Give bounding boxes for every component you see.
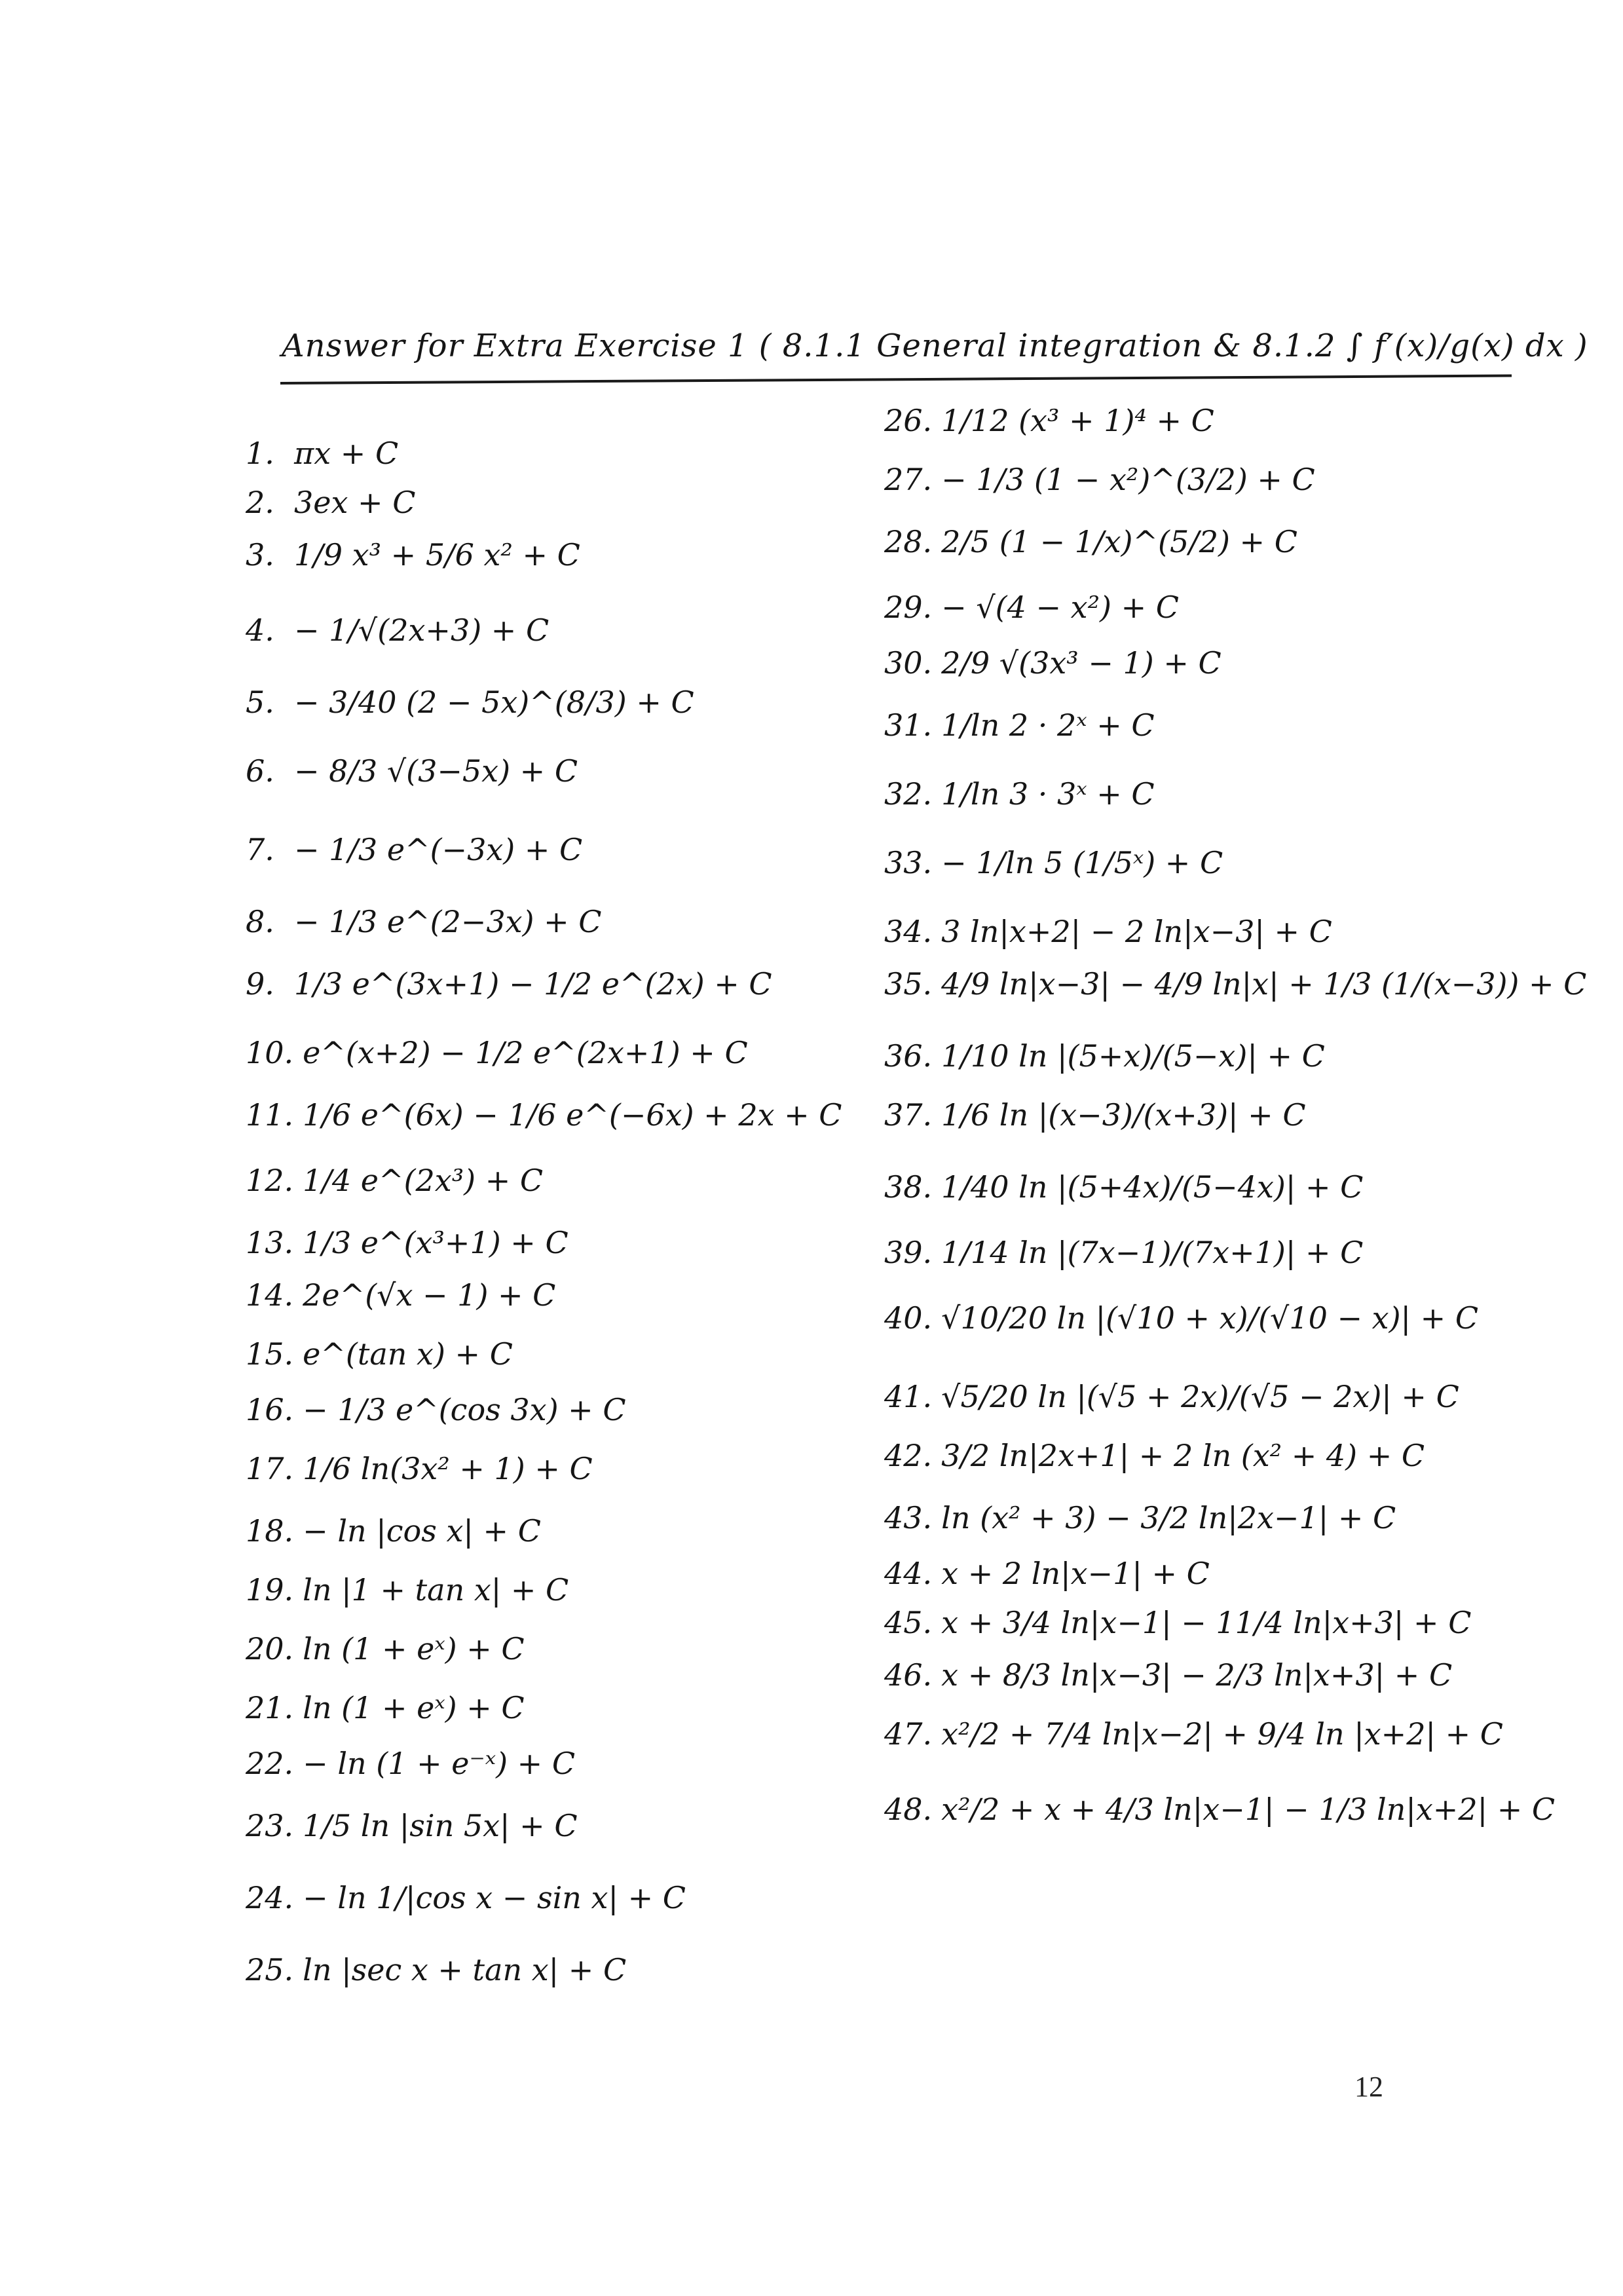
answer-expression: e^(x+2) − 1/2 e^(2x+1) + C	[303, 1035, 748, 1070]
answer-expression: ln |sec x + tan x| + C	[303, 1952, 627, 1987]
answer-number: 47.	[884, 1716, 933, 1752]
answer-7	[246, 832, 582, 868]
answer-32	[884, 776, 1155, 812]
answer-expression: 3/2 ln|2x+1| + 2 ln (x² + 4) + C	[941, 1438, 1425, 1473]
answer-2	[246, 485, 415, 521]
answer-11	[246, 1097, 842, 1133]
answer-18	[246, 1513, 541, 1549]
answer-number: 5.	[246, 685, 274, 720]
answer-number: 36.	[884, 1038, 933, 1074]
answer-27	[884, 462, 1315, 498]
answer-20	[246, 1631, 525, 1667]
answer-number: 44.	[884, 1556, 933, 1591]
answer-38	[884, 1169, 1363, 1205]
answer-6	[246, 753, 578, 789]
answer-1	[246, 436, 398, 472]
answer-expression: 2/9 √(3x³ − 1) + C	[941, 645, 1222, 681]
answer-8	[246, 904, 601, 940]
answer-number: 21.	[246, 1690, 294, 1725]
answer-3	[246, 537, 580, 573]
answer-expression: − ln |cos x| + C	[303, 1513, 541, 1549]
answer-number: 37.	[884, 1097, 933, 1133]
answer-25	[246, 1952, 626, 1988]
answer-number: 10.	[246, 1035, 294, 1070]
answer-expression: 1/3 e^(3x+1) − 1/2 e^(2x) + C	[294, 966, 772, 1002]
answer-expression: ln (x² + 3) − 3/2 ln|2x−1| + C	[941, 1500, 1396, 1535]
page-title: Answer for Extra Exercise 1 ( 8.1.1 General integration & 8.1.2 ∫ f′(x)/g(x) dx )	[282, 328, 1588, 364]
answer-expression: − 1/ln 5 (1/5ˣ) + C	[941, 845, 1223, 880]
answer-number: 40.	[884, 1300, 933, 1336]
answer-expression: 1/6 ln(3x² + 1) + C	[303, 1451, 593, 1486]
answer-28	[884, 524, 1297, 560]
answer-expression: x + 3/4 ln|x−1| − 11/4 ln|x+3| + C	[941, 1605, 1472, 1640]
answer-number: 29.	[884, 590, 933, 625]
answer-number: 35.	[884, 966, 933, 1002]
answer-expression: √5/20 ln |(√5 + 2x)/(√5 − 2x)| + C	[941, 1379, 1459, 1414]
answer-number: 30.	[884, 645, 933, 681]
answer-number: 7.	[246, 832, 274, 867]
answer-expression: 1/40 ln |(5+4x)/(5−4x)| + C	[941, 1169, 1364, 1205]
answer-expression: − 3/40 (2 − 5x)^(8/3) + C	[294, 685, 694, 720]
answer-43	[884, 1500, 1396, 1536]
answer-number: 38.	[884, 1169, 933, 1205]
answer-expression: 1/10 ln |(5+x)/(5−x)| + C	[941, 1038, 1325, 1074]
answer-37	[884, 1097, 1306, 1133]
answer-number: 42.	[884, 1438, 933, 1473]
answer-34	[884, 914, 1332, 950]
answer-expression: − 1/3 (1 − x²)^(3/2) + C	[941, 462, 1315, 497]
answer-number: 41.	[884, 1379, 933, 1414]
answer-expression: πx + C	[294, 436, 399, 471]
answer-expression: − 1/3 e^(cos 3x) + C	[303, 1392, 626, 1427]
answer-number: 43.	[884, 1500, 933, 1535]
answer-number: 4.	[246, 612, 274, 648]
answer-5	[246, 685, 694, 721]
answer-number: 3.	[246, 537, 274, 573]
answer-number: 45.	[884, 1605, 933, 1640]
answer-expression: − ln 1/|cos x − sin x| + C	[303, 1880, 686, 1915]
answer-expression: e^(tan x) + C	[303, 1336, 513, 1372]
answer-number: 18.	[246, 1513, 294, 1549]
answer-40	[884, 1300, 1478, 1336]
answer-44	[884, 1556, 1210, 1592]
answer-expression: 2/5 (1 − 1/x)^(5/2) + C	[941, 524, 1297, 559]
answer-48	[884, 1792, 1555, 1828]
answer-9	[246, 966, 772, 1002]
answer-number: 25.	[246, 1952, 294, 1987]
answer-29	[884, 590, 1179, 626]
answer-expression: ln (1 + eˣ) + C	[303, 1690, 525, 1725]
answer-expression: 1/9 x³ + 5/6 x² + C	[294, 537, 580, 573]
answer-31	[884, 707, 1155, 743]
answer-expression: 2e^(√x − 1) + C	[303, 1277, 556, 1313]
answer-expression: 1/12 (x³ + 1)⁴ + C	[941, 403, 1214, 438]
answer-number: 9.	[246, 966, 274, 1002]
answer-41	[884, 1379, 1459, 1415]
answer-expression: 1/5 ln |sin 5x| + C	[303, 1808, 578, 1843]
answer-number: 12.	[246, 1163, 294, 1198]
answer-expression: 3 ln|x+2| − 2 ln|x−3| + C	[941, 914, 1332, 949]
answer-number: 2.	[246, 485, 274, 520]
answer-22	[246, 1746, 575, 1782]
answer-19	[246, 1572, 569, 1608]
answer-expression: x + 2 ln|x−1| + C	[941, 1556, 1210, 1591]
answer-number: 46.	[884, 1657, 933, 1693]
answer-expression: ln |1 + tan x| + C	[303, 1572, 569, 1608]
answer-expression: 1/6 ln |(x−3)/(x+3)| + C	[941, 1097, 1306, 1133]
answer-number: 19.	[246, 1572, 294, 1608]
answer-expression: 1/4 e^(2x³) + C	[303, 1163, 544, 1198]
answer-35	[884, 966, 1586, 1002]
answer-number: 14.	[246, 1277, 294, 1313]
answer-26	[884, 403, 1214, 439]
answer-number: 16.	[246, 1392, 294, 1427]
answer-expression: 1/6 e^(6x) − 1/6 e^(−6x) + 2x + C	[303, 1097, 842, 1133]
page-number: 12	[1354, 2071, 1383, 2103]
answer-24	[246, 1880, 686, 1916]
answer-expression: − 8/3 √(3−5x) + C	[294, 753, 578, 789]
answer-10	[246, 1035, 748, 1071]
title-underline	[280, 375, 1512, 385]
answer-45	[884, 1605, 1471, 1641]
answer-36	[884, 1038, 1325, 1074]
answer-number: 39.	[884, 1235, 933, 1270]
answer-17	[246, 1451, 593, 1487]
answer-21	[246, 1690, 525, 1726]
answer-14	[246, 1277, 555, 1313]
answer-4	[246, 612, 549, 649]
answer-number: 6.	[246, 753, 274, 789]
answer-expression: 1/14 ln |(7x−1)/(7x+1)| + C	[941, 1235, 1364, 1270]
answer-expression: x + 8/3 ln|x−3| − 2/3 ln|x+3| + C	[941, 1657, 1453, 1693]
answer-number: 24.	[246, 1880, 294, 1915]
answer-number: 26.	[884, 403, 933, 438]
answer-expression: 4/9 ln|x−3| − 4/9 ln|x| + 1/3 (1/(x−3)) + C	[941, 966, 1587, 1002]
answer-expression: ln (1 + eˣ) + C	[303, 1631, 525, 1666]
answer-expression: x²/2 + 7/4 ln|x−2| + 9/4 ln |x+2| + C	[941, 1716, 1503, 1752]
answer-39	[884, 1235, 1363, 1271]
answer-30	[884, 645, 1222, 681]
answer-number: 27.	[884, 462, 933, 497]
answer-expression: − ln (1 + e⁻ˣ) + C	[303, 1746, 576, 1781]
answer-13	[246, 1225, 569, 1261]
answer-number: 13.	[246, 1225, 294, 1260]
answer-expression: x²/2 + x + 4/3 ln|x−1| − 1/3 ln|x+2| + C	[941, 1792, 1556, 1827]
answer-expression: 1/ln 2 · 2ˣ + C	[941, 707, 1155, 743]
answer-number: 23.	[246, 1808, 294, 1843]
answer-expression: 3ex + C	[294, 485, 416, 520]
answer-number: 11.	[246, 1097, 294, 1133]
answer-number: 28.	[884, 524, 933, 559]
answer-number: 31.	[884, 707, 933, 743]
answer-33	[884, 845, 1223, 881]
answer-16	[246, 1392, 626, 1428]
answer-number: 22.	[246, 1746, 294, 1781]
answer-expression: 1/3 e^(x³+1) + C	[303, 1225, 569, 1260]
answer-number: 15.	[246, 1336, 294, 1372]
answer-number: 20.	[246, 1631, 294, 1666]
answer-number: 48.	[884, 1792, 933, 1827]
answer-15	[246, 1336, 513, 1372]
answer-42	[884, 1438, 1425, 1474]
answer-expression: 1/ln 3 · 3ˣ + C	[941, 776, 1155, 812]
answer-number: 17.	[246, 1451, 294, 1486]
answer-number: 32.	[884, 776, 933, 812]
answer-expression: − √(4 − x²) + C	[941, 590, 1179, 625]
answer-number: 1.	[246, 436, 274, 471]
answer-number: 8.	[246, 904, 274, 939]
answer-expression: − 1/3 e^(2−3x) + C	[294, 904, 602, 939]
answer-23	[246, 1808, 578, 1844]
answer-number: 34.	[884, 914, 933, 949]
answer-47	[884, 1716, 1503, 1752]
answer-expression: − 1/√(2x+3) + C	[294, 612, 550, 648]
answer-expression: − 1/3 e^(−3x) + C	[294, 832, 583, 867]
answer-expression: √10/20 ln |(√10 + x)/(√10 − x)| + C	[941, 1300, 1479, 1336]
answer-46	[884, 1657, 1452, 1693]
answer-number: 33.	[884, 845, 933, 880]
answer-12	[246, 1163, 543, 1199]
